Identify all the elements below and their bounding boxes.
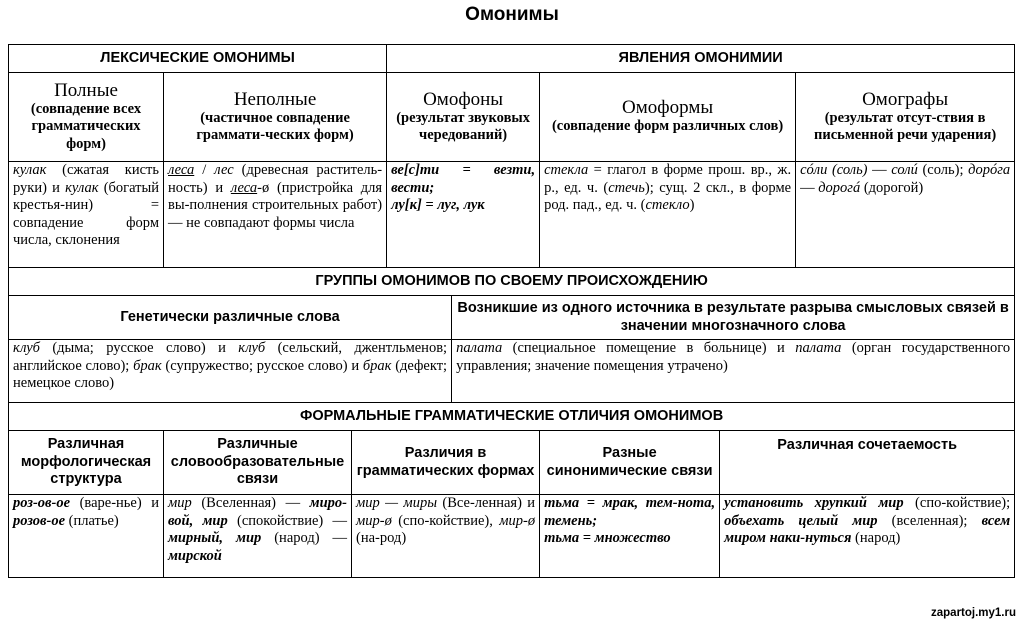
formal-compat-header: Различная сочетаемость — [720, 431, 1015, 495]
type-homoforms-desc: (совпадение форм различных слов) — [551, 118, 784, 135]
type-homophones-header — [387, 73, 540, 162]
formal-gram-example: мир — миры (Все-ленная) и мир-ø (спо-койствие), мир-ø (на-род) — [352, 495, 540, 578]
type-homographs-desc: (результат отсут-ствия в письменной речи ударения) — [814, 109, 997, 143]
type-homographs-name: Омографы — [862, 88, 949, 110]
example-partial: леса / лес (древесная раститель-ность) и леса-ø (пристройка для вы-полнения строительных работ) — не совпадают формы числа — [164, 162, 387, 268]
example-homographs: сóли (соль) — солú (соль); дорóга — дорогá (дорогой) — [796, 162, 1015, 268]
formal-deriv-header: Различные словообразовательные связи — [164, 431, 352, 495]
formal-morph-header: Различная морфологическая структура — [9, 431, 164, 495]
formal-gram-header: Различия в грамматических формах — [352, 431, 540, 495]
origin-genetic-example: клуб (дыма; русское слово) и клуб (сельский, джентльменов; английское слово); брак (супружество; русское слово) и брак (дефект; немецкое слово) — [9, 340, 452, 403]
section-homonymy-phenomena: ЯВЛЕНИЯ ОМОНИМИИ — [387, 45, 1015, 73]
origin-common-header: Возникшие из одного источника в результате разрыва смысловых связей в значении многозначного слова — [452, 296, 1015, 340]
type-homophones-name: Омофоны — [423, 88, 504, 110]
section-origin-groups: ГРУППЫ ОМОНИМОВ ПО СВОЕМУ ПРОИСХОЖДЕНИЮ — [9, 268, 1015, 296]
formal-syn-example: тьма = мрак, тем-нота, темень; тьма = множество — [540, 495, 720, 578]
type-partial-header — [164, 73, 387, 162]
origin-genetic-header: Генетически различные слова — [9, 296, 452, 340]
type-homophones-desc: (результат звуковых чередований) — [396, 109, 530, 143]
formal-syn-header: Разные синонимические связи — [540, 431, 720, 495]
type-full-header — [9, 73, 164, 162]
page-title: Омонимы — [465, 4, 559, 25]
type-homoforms-name: Омоформы — [622, 97, 714, 119]
homonyms-table — [8, 44, 1015, 578]
type-partial-desc: (частичное совпадение граммати-ческих форм) — [196, 109, 354, 143]
example-homoforms: стекла = глагол в форме прош. вр., ж. р., ед. ч. (стечь); сущ. 2 скл., в форме род. пад., ед. ч. (стекло) — [540, 162, 796, 268]
type-homographs-header — [796, 73, 1015, 162]
formal-morph-example: роз-ов-ое (варе-нье) и розов-ое (платье) — [9, 495, 164, 578]
type-full-name: Полные — [54, 79, 118, 101]
type-full-desc: (совпадение всех грамматических форм) — [30, 100, 142, 152]
formal-compat-example: установить хрупкий мир (спо-койствие); объехать целый мир (вселенная); всем миром наки-нуться (народ) — [720, 495, 1015, 578]
type-homoforms-header — [540, 73, 796, 162]
formal-deriv-example: мир (Вселенная) — миро-вой, мир (спокойствие) — мирный, мир (народ) — мирской — [164, 495, 352, 578]
example-full: кулак (сжатая кисть руки) и кулак (богатый крестья-нин) = совпадение форм числа, склонения — [9, 162, 164, 268]
origin-common-example: палата (специальное помещение в больнице) и палата (орган государственного управления; значение помещения утрачено) — [452, 340, 1015, 403]
section-lexical-homonyms: ЛЕКСИЧЕСКИЕ ОМОНИМЫ — [9, 45, 387, 73]
type-partial-name: Неполные — [233, 88, 317, 110]
watermark: zapartoj.my1.ru — [931, 607, 1016, 619]
section-formal-differences: ФОРМАЛЬНЫЕ ГРАММАТИЧЕСКИЕ ОТЛИЧИЯ ОМОНИМОВ — [9, 403, 1015, 431]
example-homophones: ве[с]ти = везти, вести; лу[к] = луг, лук — [387, 162, 540, 268]
